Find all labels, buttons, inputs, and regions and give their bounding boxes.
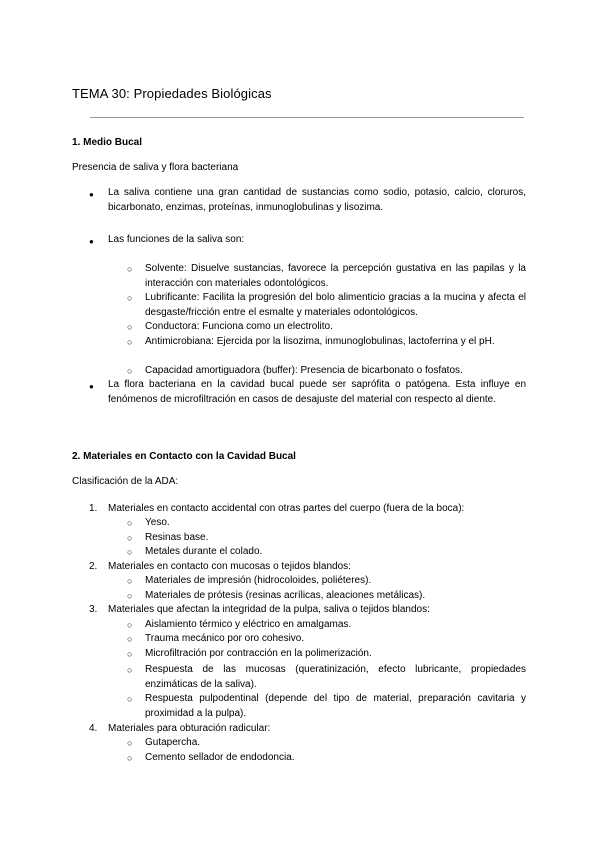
section-1-heading: 1. Medio Bucal: [72, 137, 143, 148]
list-number: 2.: [89, 561, 98, 572]
bullet-circle-icon: ○: [127, 634, 133, 644]
ada-class-item: Materiales que afectan la integridad de la pulpa, saliva o tejidos blandos:: [108, 604, 430, 615]
section-2-intro: Clasificación de la ADA:: [72, 476, 179, 487]
bullet-circle-icon: ○: [127, 620, 133, 630]
bullet-circle-icon: ○: [127, 293, 133, 303]
bullet-circle-icon: ○: [127, 591, 133, 601]
bullet-circle-icon: ○: [127, 366, 133, 376]
section-1-intro: Presencia de saliva y flora bacteriana: [72, 162, 239, 173]
bullet-circle-icon: ○: [127, 337, 133, 347]
ada-sub-item: Trauma mecánico por oro cohesivo.: [145, 633, 305, 644]
ada-sub-item: Cemento sellador de endodoncia.: [145, 752, 295, 763]
function-item: Antimicrobiana: Ejercida por la lisozima, inmunoglobulinas, lactoferrina y el pH.: [145, 336, 495, 347]
bullet-circle-icon: ○: [127, 753, 133, 763]
ada-sub-item: Aislamiento térmico y eléctrico en amalgamas.: [145, 619, 352, 630]
bullet-disc-icon: ●: [89, 382, 94, 391]
function-item: Solvente: Disuelve sustancias, favorece la percepción gustativa en las papilas y la interacción con materiales odontológicos.: [145, 263, 526, 289]
ada-sub-item: Metales durante el colado.: [145, 546, 263, 557]
ada-sub-item: Respuesta de las mucosas (queratinización, efecto lubricante, propiedades enzimáticas de la saliva).: [145, 664, 526, 690]
ada-sub-item: Yeso.: [145, 517, 170, 528]
bullet-circle-icon: ○: [127, 322, 133, 332]
section-1-bullet-functions: Las funciones de la saliva son:: [108, 234, 245, 245]
bullet-disc-icon: ●: [89, 237, 94, 246]
title-divider: [90, 117, 524, 118]
list-number: 3.: [89, 604, 98, 615]
function-item: Capacidad amortiguadora (buffer): Presencia de bicarbonato o fosfatos.: [145, 365, 463, 376]
function-item: Lubrificante: Facilita la progresión del bolo alimenticio gracias a la mucina y afecta el desgaste/fricción entre el esmalte y materiales odontológicos.: [145, 292, 526, 318]
bullet-circle-icon: ○: [127, 738, 133, 748]
list-number: 1.: [89, 503, 98, 514]
ada-class-item: Materiales en contacto con mucosas o tejidos blandos:: [108, 561, 351, 572]
ada-sub-item: Materiales de prótesis (resinas acrílicas, aleaciones metálicas).: [145, 590, 426, 601]
section-2-heading: 2. Materiales en Contacto con la Cavidad Bucal: [72, 451, 296, 462]
bullet-circle-icon: ○: [127, 694, 133, 704]
ada-sub-item: Materiales de impresión (hidrocoloides, poliéteres).: [145, 575, 372, 586]
ada-class-item: Materiales en contacto accidental con otras partes del cuerpo (fuera de la boca):: [108, 503, 465, 514]
bullet-circle-icon: ○: [127, 665, 133, 675]
section-1-bullet-saliva: La saliva contiene una gran cantidad de sustancias como sodio, potasio, calcio, cloruros, bicarbonato, enzimas, proteínas, inmunoglobulinas y lisozima.: [108, 187, 526, 213]
section-1-bullet-flora: La flora bacteriana en la cavidad bucal puede ser saprófita o patógena. Esta influye en fenómenos de microfiltración en casos de desajuste del material con respecto al diente.: [108, 379, 526, 405]
bullet-disc-icon: ●: [89, 190, 94, 199]
ada-sub-item: Gutapercha.: [145, 737, 201, 748]
bullet-circle-icon: ○: [127, 576, 133, 586]
page-title: TEMA 30: Propiedades Biológicas: [72, 86, 272, 101]
bullet-circle-icon: ○: [127, 547, 133, 557]
ada-class-item: Materiales para obturación radicular:: [108, 723, 271, 734]
bullet-circle-icon: ○: [127, 533, 133, 543]
ada-sub-item: Microfiltración por contracción en la polimerización.: [145, 648, 372, 659]
list-number: 4.: [89, 723, 98, 734]
ada-sub-item: Respuesta pulpodentinal (depende del tipo de material, preparación cavitaria y proximidad a la pulpa).: [145, 693, 526, 719]
bullet-circle-icon: ○: [127, 264, 133, 274]
function-item: Conductora: Funciona como un electrolito.: [145, 321, 333, 332]
bullet-circle-icon: ○: [127, 649, 133, 659]
ada-sub-item: Resinas base.: [145, 532, 209, 543]
bullet-circle-icon: ○: [127, 518, 133, 528]
